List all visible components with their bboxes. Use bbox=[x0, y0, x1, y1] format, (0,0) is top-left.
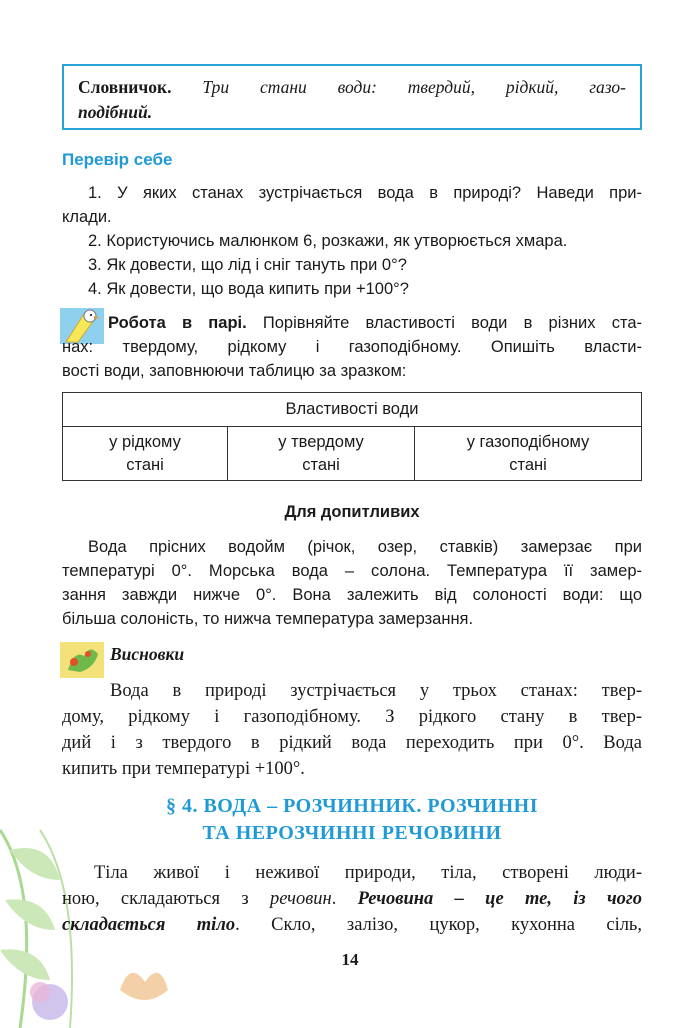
conclusion-line-2: дому, рідкому і газоподібному. З рідкого стану в твер- bbox=[62, 707, 642, 727]
table-cell-solid: у твердому стані bbox=[228, 427, 415, 481]
glossary-text-2: подібний. bbox=[78, 102, 153, 122]
curious-line-3: зання завжди нижче 0°. Вона залежить від солоності води: що bbox=[62, 586, 642, 604]
glossary-text-1: Три стани води: твердий, рідкий, газо- bbox=[171, 77, 626, 97]
curious-line-1: Вода прісних водойм (річок, озер, ставків) замерзає при bbox=[88, 538, 642, 556]
question-3: 3. Як довести, що лід і сніг тануть при 0°? bbox=[88, 256, 407, 274]
section-line-3: складається тіло. Скло, залізо, цукор, кухонна сіль, bbox=[62, 915, 642, 935]
conclusions-heading: Висновки bbox=[110, 644, 185, 664]
question-2: 2. Користуючись малюнком 6, розкажи, як утворюється хмара. bbox=[88, 232, 568, 250]
pair-work-text-2: нах: твердому, рідкому і газоподібному. Опишіть власти- bbox=[62, 338, 642, 356]
table-header: Властивості води bbox=[63, 393, 642, 427]
water-properties-table bbox=[62, 392, 642, 481]
conclusion-line-1: Вода в природі зустрічається у трьох станах: твер- bbox=[110, 681, 642, 701]
section-title-line-1: § 4. ВОДА – РОЗЧИННИК. РОЗЧИННІ bbox=[165, 795, 539, 817]
pair-work-text-3: вості води, заповнюючи таблицю за зразком: bbox=[62, 362, 407, 380]
section-title-line-2: ТА НЕРОЗЧИННІ РЕЧОВИНИ bbox=[202, 822, 502, 844]
conclusion-line-3: дий і з твердого в рідкий вода переходить при 0°. Вода bbox=[62, 733, 642, 753]
table-cell-gas: у газоподібному стані bbox=[415, 427, 642, 481]
question-1b: клади. bbox=[62, 208, 112, 226]
conclusion-line-4: кипить при температурі +100°. bbox=[62, 759, 305, 779]
table-cell-liquid: у рідкому стані bbox=[63, 427, 228, 481]
pair-work-title: Робота в парі. bbox=[108, 314, 247, 332]
page-number: 14 bbox=[341, 950, 359, 969]
glossary-term: Словничок. bbox=[78, 77, 172, 97]
pair-work-text-1: Порівняйте властивості води в різних ста- bbox=[246, 314, 642, 332]
for-curious-heading: Для допитливих bbox=[284, 503, 420, 521]
question-4: 4. Як довести, що вода кипить при +100°? bbox=[88, 280, 409, 298]
section-line-2: ною, складаються з речовин. Речовина – це те, із чого bbox=[62, 889, 643, 909]
curious-line-2: температурі 0°. Морська вода – солона. Температура її замер- bbox=[62, 562, 642, 580]
glossary-box bbox=[62, 64, 642, 130]
curious-line-4: більша солоність, то нижча температура замерзання. bbox=[62, 610, 474, 628]
conclusions-icon bbox=[60, 640, 104, 680]
section-line-1: Тіла живої і неживої природи, тіла, створені люди- bbox=[94, 863, 642, 883]
check-yourself-heading: Перевір себе bbox=[62, 150, 173, 169]
question-1a: 1. У яких станах зустрічається вода в природі? Наведи при- bbox=[88, 184, 642, 202]
